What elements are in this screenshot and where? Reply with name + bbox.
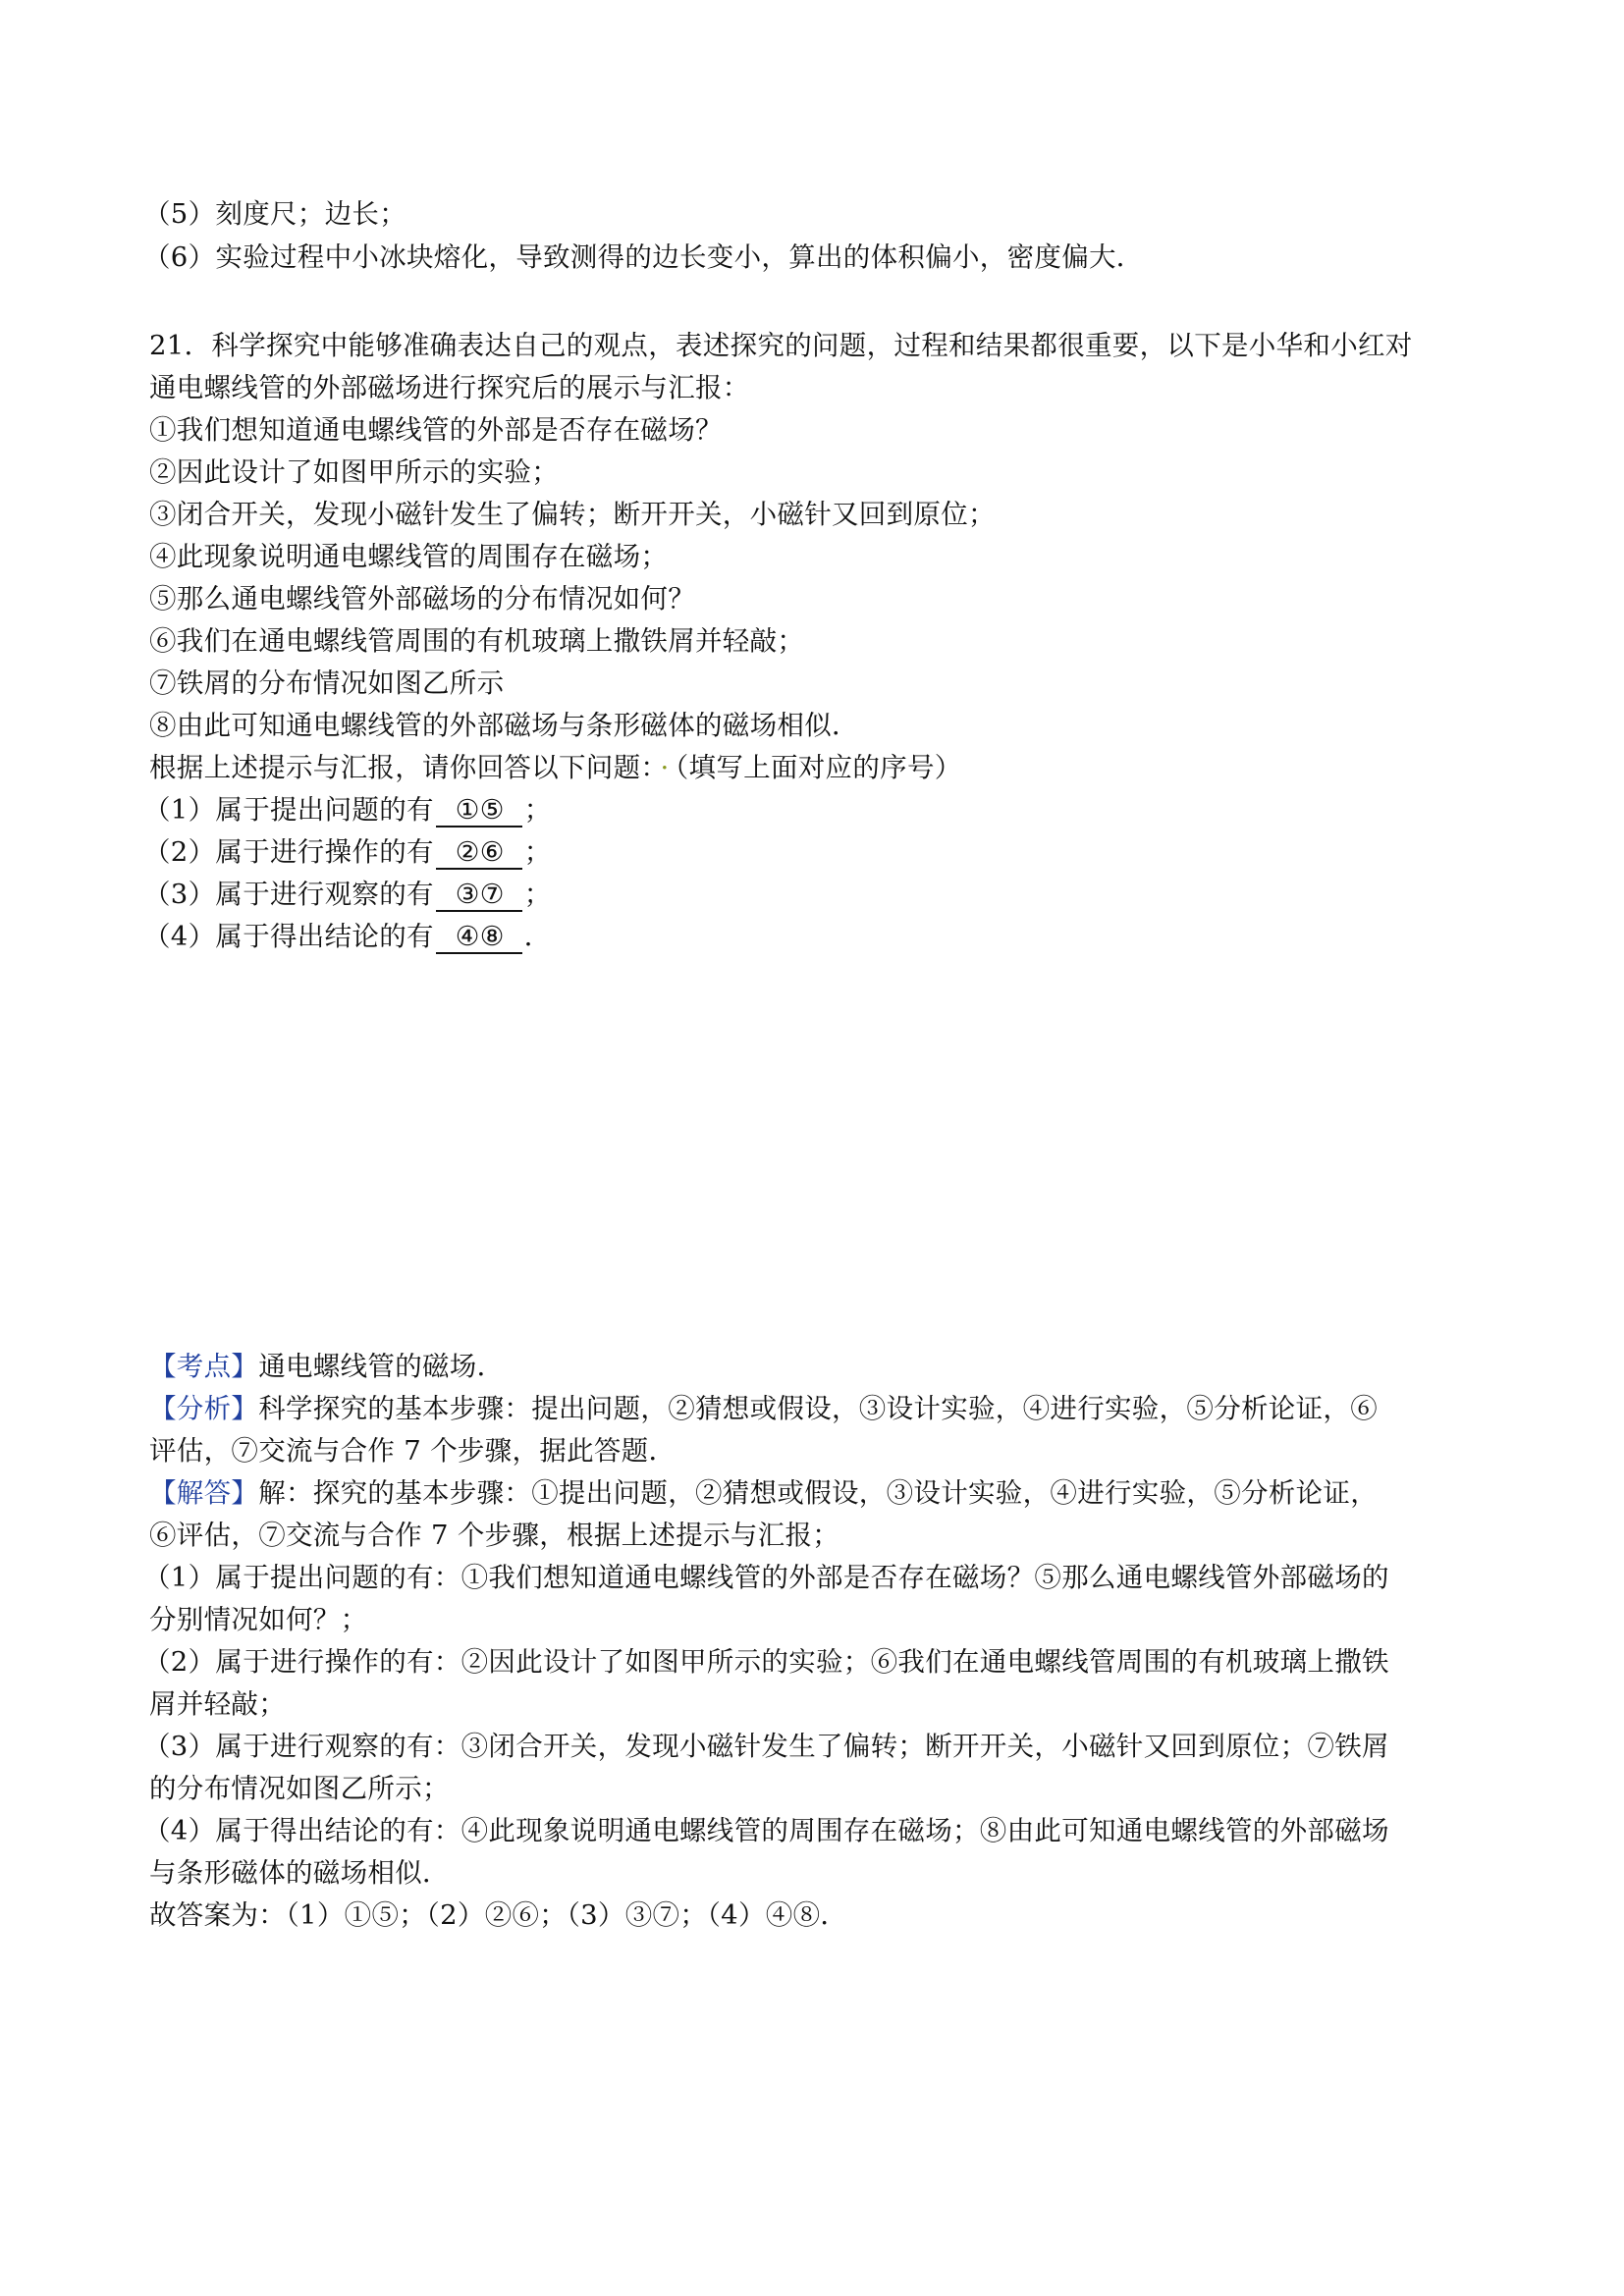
prompt-note: （填写上面对应的序号） [675, 752, 962, 783]
jieda-detail-1b: 分别情况如何？； [149, 1604, 368, 1635]
kaodian-tag: 【考点】 [149, 1351, 259, 1382]
sub-question-label: （4）属于得出结论的有 [143, 921, 434, 952]
step-1: ①我们想知道通电螺线管的外部是否存在磁场？ [149, 414, 723, 446]
step-6: ⑥我们在通电螺线管周围的有机玻璃上撒铁屑并轻敲； [149, 625, 805, 657]
jieda-detail-4a: （4）属于得出结论的有：④此现象说明通电螺线管的周围存在磁场；⑧由此可知通电螺线管的外部磁场 [143, 1815, 1389, 1846]
sub-question-4 [143, 917, 552, 956]
step-3: ③闭合开关，发现小磁针发生了偏转；断开开关，小磁针又回到原位； [149, 499, 996, 530]
jieda-detail-2b: 屑并轻敲； [149, 1688, 286, 1720]
fenxi-line2: 评估，⑦交流与合作 7 个步骤，据此答题． [149, 1435, 677, 1467]
question-prompt [149, 748, 962, 787]
step-2: ②因此设计了如图甲所示的实验； [149, 456, 559, 488]
jieda-detail-3a: （3）属于进行观察的有：③闭合开关，发现小磁针发生了偏转；断开开关，小磁针又回到原位；⑦铁屑 [143, 1731, 1389, 1762]
step-8: ⑧由此可知通电螺线管的外部磁场与条形磁体的磁场相似． [149, 710, 859, 741]
prev-answer-6: （6）实验过程中小冰块熔化，导致测得的边长变小，算出的体积偏小，密度偏大． [143, 241, 1144, 273]
jieda-detail-2a: （2）属于进行操作的有：②因此设计了如图甲所示的实验；⑥我们在通电螺线管周围的有机玻璃上撒铁 [143, 1646, 1389, 1678]
sub-question-2 [143, 832, 552, 872]
sub-question-end: ； [523, 879, 552, 910]
prompt-dot: · [660, 752, 670, 783]
step-7: ⑦铁屑的分布情况如图乙所示 [149, 667, 505, 699]
answer-blank: ②⑥ [436, 836, 522, 870]
step-5: ⑤那么通电螺线管外部磁场的分布情况如何？ [149, 583, 695, 614]
fenxi-text: 科学探究的基本步骤：提出问题，②猜想或假设，③设计实验，④进行实验，⑤分析论证，⑥ [258, 1393, 1378, 1424]
prompt-main: 根据上述提示与汇报，请你回答以下问题： [149, 752, 655, 783]
question-intro-line1: 21．科学探究中能够准确表达自己的观点，表述探究的问题，过程和结果都很重要，以下是小华和小红对 [149, 330, 1413, 361]
answer-blank: ①⑤ [436, 794, 522, 828]
sub-question-end: ； [523, 836, 552, 868]
answer-blank: ③⑦ [436, 879, 522, 912]
jieda-tag: 【解答】 [149, 1477, 259, 1509]
step-4: ④此现象说明通电螺线管的周围存在磁场； [149, 541, 669, 572]
sub-question-end: ； [523, 794, 552, 826]
question-intro-line2: 通电螺线管的外部磁场进行探究后的展示与汇报： [149, 372, 750, 403]
answer-blank: ④⑧ [436, 921, 522, 954]
sub-question-3 [143, 875, 552, 914]
fenxi-line1 [149, 1389, 1378, 1428]
jieda-detail-4b: 与条形磁体的磁场相似． [149, 1857, 450, 1889]
jieda-detail-3b: 的分布情况如图乙所示； [149, 1773, 450, 1804]
prev-answer-5: （5）刻度尺；边长； [143, 198, 406, 230]
sub-question-label: （3）属于进行观察的有 [143, 879, 434, 910]
sub-question-1 [143, 790, 552, 829]
jieda-text: 解：探究的基本步骤：①提出问题，②猜想或假设，③设计实验，④进行实验，⑤分析论证， [258, 1477, 1378, 1509]
jieda-detail-1a: （1）属于提出问题的有：①我们想知道通电螺线管的外部是否存在磁场？⑤那么通电螺线管外部磁场的 [143, 1562, 1389, 1593]
sub-question-label: （2）属于进行操作的有 [143, 836, 434, 868]
jieda-line2: ⑥评估，⑦交流与合作 7 个步骤，根据上述提示与汇报； [149, 1520, 840, 1551]
fenxi-tag: 【分析】 [149, 1393, 259, 1424]
jieda-line1 [149, 1473, 1378, 1513]
kaodian-line [149, 1347, 504, 1386]
sub-question-end: ． [523, 921, 552, 952]
final-answer: 故答案为：（1）①⑤；（2）②⑥；（3）③⑦；（4）④⑧． [149, 1899, 848, 1931]
kaodian-text: 通电螺线管的磁场． [258, 1351, 505, 1382]
sub-question-label: （1）属于提出问题的有 [143, 794, 434, 826]
